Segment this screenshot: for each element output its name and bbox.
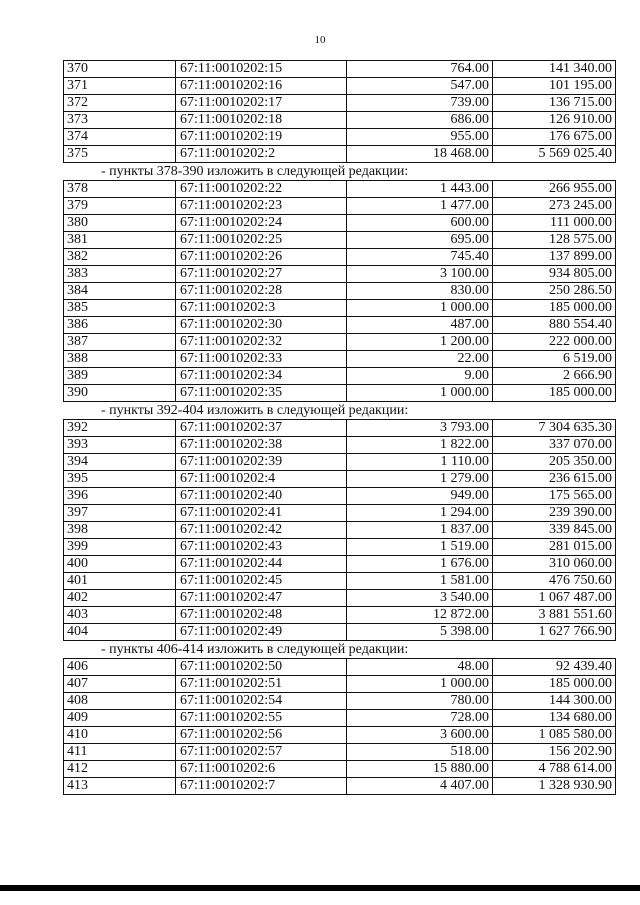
value-cell: 175 565.00 [493, 488, 616, 505]
cadastral-number-cell: 67:11:0010202:54 [176, 693, 347, 710]
area-cell: 1 000.00 [347, 300, 493, 317]
cadastral-number-cell: 67:11:0010202:32 [176, 334, 347, 351]
item-number-cell: 386 [64, 317, 176, 334]
area-cell: 18 468.00 [347, 146, 493, 163]
item-number-cell: 384 [64, 283, 176, 300]
item-number-cell: 388 [64, 351, 176, 368]
table-row [64, 112, 616, 129]
table-row [64, 744, 616, 761]
value-cell: 281 015.00 [493, 539, 616, 556]
table-row [64, 232, 616, 249]
area-cell: 518.00 [347, 744, 493, 761]
table-row [64, 368, 616, 385]
item-number-cell: 412 [64, 761, 176, 778]
table-row [64, 471, 616, 488]
plot-table [63, 419, 616, 641]
plot-table [63, 658, 616, 795]
table-row [64, 624, 616, 641]
amendment-note: - пункты 406-414 изложить в следующей редакции: [101, 642, 409, 657]
area-cell: 600.00 [347, 215, 493, 232]
cadastral-number-cell: 67:11:0010202:27 [176, 266, 347, 283]
cadastral-number-cell: 67:11:0010202:17 [176, 95, 347, 112]
cadastral-number-cell: 67:11:0010202:22 [176, 181, 347, 198]
item-number-cell: 382 [64, 249, 176, 266]
value-cell: 6 519.00 [493, 351, 616, 368]
table-row [64, 266, 616, 283]
amendment-note: - пункты 378-390 изложить в следующей редакции: [101, 164, 409, 179]
table-row [64, 522, 616, 539]
value-cell: 5 569 025.40 [493, 146, 616, 163]
cadastral-number-cell: 67:11:0010202:30 [176, 317, 347, 334]
table-row [64, 556, 616, 573]
table-row [64, 761, 616, 778]
cadastral-number-cell: 67:11:0010202:42 [176, 522, 347, 539]
table-row [64, 693, 616, 710]
value-cell: 185 000.00 [493, 676, 616, 693]
table-row [64, 181, 616, 198]
cadastral-number-cell: 67:11:0010202:47 [176, 590, 347, 607]
area-cell: 686.00 [347, 112, 493, 129]
cadastral-number-cell: 67:11:0010202:18 [176, 112, 347, 129]
value-cell: 205 350.00 [493, 454, 616, 471]
item-number-cell: 378 [64, 181, 176, 198]
item-number-cell: 398 [64, 522, 176, 539]
cadastral-number-cell: 67:11:0010202:57 [176, 744, 347, 761]
item-number-cell: 396 [64, 488, 176, 505]
area-cell: 15 880.00 [347, 761, 493, 778]
cadastral-number-cell: 67:11:0010202:28 [176, 283, 347, 300]
item-number-cell: 390 [64, 385, 176, 402]
area-cell: 9.00 [347, 368, 493, 385]
table-row [64, 61, 616, 78]
table-row [64, 659, 616, 676]
cadastral-number-cell: 67:11:0010202:24 [176, 215, 347, 232]
value-cell: 92 439.40 [493, 659, 616, 676]
cadastral-table-document [63, 60, 616, 795]
table-row [64, 317, 616, 334]
value-cell: 476 750.60 [493, 573, 616, 590]
table-row [64, 146, 616, 163]
item-number-cell: 400 [64, 556, 176, 573]
table-row [64, 334, 616, 351]
value-cell: 339 845.00 [493, 522, 616, 539]
area-cell: 1 477.00 [347, 198, 493, 215]
table-row [64, 198, 616, 215]
area-cell: 1 294.00 [347, 505, 493, 522]
item-number-cell: 408 [64, 693, 176, 710]
table-row [64, 351, 616, 368]
item-number-cell: 393 [64, 437, 176, 454]
area-cell: 3 793.00 [347, 420, 493, 437]
table-row [64, 454, 616, 471]
item-number-cell: 397 [64, 505, 176, 522]
table-row [64, 573, 616, 590]
area-cell: 1 110.00 [347, 454, 493, 471]
cadastral-number-cell: 67:11:0010202:51 [176, 676, 347, 693]
item-number-cell: 411 [64, 744, 176, 761]
table-row [64, 215, 616, 232]
item-number-cell: 373 [64, 112, 176, 129]
area-cell: 1 000.00 [347, 385, 493, 402]
item-number-cell: 389 [64, 368, 176, 385]
value-cell: 880 554.40 [493, 317, 616, 334]
value-cell: 310 060.00 [493, 556, 616, 573]
value-cell: 273 245.00 [493, 198, 616, 215]
value-cell: 239 390.00 [493, 505, 616, 522]
table-row [64, 249, 616, 266]
value-cell: 250 286.50 [493, 283, 616, 300]
value-cell: 266 955.00 [493, 181, 616, 198]
cadastral-number-cell: 67:11:0010202:49 [176, 624, 347, 641]
area-cell: 764.00 [347, 61, 493, 78]
amendment-note: - пункты 392-404 изложить в следующей редакции: [101, 403, 409, 418]
table-row [64, 710, 616, 727]
item-number-cell: 372 [64, 95, 176, 112]
area-cell: 695.00 [347, 232, 493, 249]
item-number-cell: 394 [64, 454, 176, 471]
area-cell: 1 676.00 [347, 556, 493, 573]
cadastral-number-cell: 67:11:0010202:26 [176, 249, 347, 266]
value-cell: 176 675.00 [493, 129, 616, 146]
table-row [64, 539, 616, 556]
table-row [64, 95, 616, 112]
value-cell: 101 195.00 [493, 78, 616, 95]
value-cell: 236 615.00 [493, 471, 616, 488]
plot-table [63, 60, 616, 163]
item-number-cell: 401 [64, 573, 176, 590]
table-row [64, 420, 616, 437]
cadastral-number-cell: 67:11:0010202:34 [176, 368, 347, 385]
item-number-cell: 374 [64, 129, 176, 146]
item-number-cell: 375 [64, 146, 176, 163]
area-cell: 48.00 [347, 659, 493, 676]
value-cell: 156 202.90 [493, 744, 616, 761]
area-cell: 487.00 [347, 317, 493, 334]
cadastral-number-cell: 67:11:0010202:39 [176, 454, 347, 471]
item-number-cell: 413 [64, 778, 176, 795]
cadastral-number-cell: 67:11:0010202:23 [176, 198, 347, 215]
item-number-cell: 379 [64, 198, 176, 215]
cadastral-number-cell: 67:11:0010202:41 [176, 505, 347, 522]
item-number-cell: 371 [64, 78, 176, 95]
area-cell: 1 837.00 [347, 522, 493, 539]
area-cell: 547.00 [347, 78, 493, 95]
item-number-cell: 381 [64, 232, 176, 249]
area-cell: 5 398.00 [347, 624, 493, 641]
value-cell: 111 000.00 [493, 215, 616, 232]
item-number-cell: 387 [64, 334, 176, 351]
value-cell: 3 881 551.60 [493, 607, 616, 624]
cadastral-number-cell: 67:11:0010202:56 [176, 727, 347, 744]
value-cell: 134 680.00 [493, 710, 616, 727]
item-number-cell: 383 [64, 266, 176, 283]
cadastral-number-cell: 67:11:0010202:16 [176, 78, 347, 95]
cadastral-number-cell: 67:11:0010202:40 [176, 488, 347, 505]
cadastral-number-cell: 67:11:0010202:55 [176, 710, 347, 727]
item-number-cell: 403 [64, 607, 176, 624]
value-cell: 934 805.00 [493, 266, 616, 283]
value-cell: 1 085 580.00 [493, 727, 616, 744]
table-row [64, 778, 616, 795]
table-row [64, 78, 616, 95]
item-number-cell: 395 [64, 471, 176, 488]
cadastral-number-cell: 67:11:0010202:6 [176, 761, 347, 778]
cadastral-number-cell: 67:11:0010202:15 [176, 61, 347, 78]
cadastral-number-cell: 67:11:0010202:7 [176, 778, 347, 795]
cadastral-number-cell: 67:11:0010202:33 [176, 351, 347, 368]
value-cell: 1 627 766.90 [493, 624, 616, 641]
value-cell: 1 067 487.00 [493, 590, 616, 607]
table-row [64, 385, 616, 402]
cadastral-number-cell: 67:11:0010202:3 [176, 300, 347, 317]
item-number-cell: 385 [64, 300, 176, 317]
area-cell: 739.00 [347, 95, 493, 112]
value-cell: 141 340.00 [493, 61, 616, 78]
item-number-cell: 409 [64, 710, 176, 727]
area-cell: 12 872.00 [347, 607, 493, 624]
value-cell: 185 000.00 [493, 385, 616, 402]
item-number-cell: 399 [64, 539, 176, 556]
value-cell: 7 304 635.30 [493, 420, 616, 437]
plot-table [63, 180, 616, 402]
item-number-cell: 410 [64, 727, 176, 744]
cadastral-number-cell: 67:11:0010202:44 [176, 556, 347, 573]
table-row [64, 300, 616, 317]
item-number-cell: 392 [64, 420, 176, 437]
cadastral-number-cell: 67:11:0010202:48 [176, 607, 347, 624]
area-cell: 1 000.00 [347, 676, 493, 693]
value-cell: 337 070.00 [493, 437, 616, 454]
cadastral-number-cell: 67:11:0010202:37 [176, 420, 347, 437]
table-row [64, 590, 616, 607]
cadastral-number-cell: 67:11:0010202:38 [176, 437, 347, 454]
value-cell: 185 000.00 [493, 300, 616, 317]
area-cell: 3 600.00 [347, 727, 493, 744]
area-cell: 1 519.00 [347, 539, 493, 556]
area-cell: 1 443.00 [347, 181, 493, 198]
value-cell: 128 575.00 [493, 232, 616, 249]
value-cell: 137 899.00 [493, 249, 616, 266]
table-row [64, 129, 616, 146]
value-cell: 4 788 614.00 [493, 761, 616, 778]
item-number-cell: 407 [64, 676, 176, 693]
cadastral-number-cell: 67:11:0010202:35 [176, 385, 347, 402]
value-cell: 136 715.00 [493, 95, 616, 112]
value-cell: 1 328 930.90 [493, 778, 616, 795]
area-cell: 4 407.00 [347, 778, 493, 795]
cadastral-number-cell: 67:11:0010202:43 [176, 539, 347, 556]
area-cell: 1 822.00 [347, 437, 493, 454]
item-number-cell: 402 [64, 590, 176, 607]
item-number-cell: 406 [64, 659, 176, 676]
value-cell: 126 910.00 [493, 112, 616, 129]
cadastral-number-cell: 67:11:0010202:50 [176, 659, 347, 676]
table-row [64, 727, 616, 744]
area-cell: 745.40 [347, 249, 493, 266]
area-cell: 22.00 [347, 351, 493, 368]
area-cell: 1 581.00 [347, 573, 493, 590]
area-cell: 3 540.00 [347, 590, 493, 607]
area-cell: 780.00 [347, 693, 493, 710]
item-number-cell: 380 [64, 215, 176, 232]
area-cell: 1 200.00 [347, 334, 493, 351]
bottom-rule [0, 885, 640, 891]
cadastral-number-cell: 67:11:0010202:2 [176, 146, 347, 163]
cadastral-number-cell: 67:11:0010202:19 [176, 129, 347, 146]
item-number-cell: 370 [64, 61, 176, 78]
table-row [64, 505, 616, 522]
area-cell: 830.00 [347, 283, 493, 300]
page-number: 10 [314, 34, 326, 46]
table-row [64, 607, 616, 624]
value-cell: 144 300.00 [493, 693, 616, 710]
table-row [64, 437, 616, 454]
cadastral-number-cell: 67:11:0010202:25 [176, 232, 347, 249]
cadastral-number-cell: 67:11:0010202:45 [176, 573, 347, 590]
area-cell: 1 279.00 [347, 471, 493, 488]
table-row [64, 488, 616, 505]
value-cell: 2 666.90 [493, 368, 616, 385]
table-row [64, 283, 616, 300]
area-cell: 955.00 [347, 129, 493, 146]
area-cell: 3 100.00 [347, 266, 493, 283]
item-number-cell: 404 [64, 624, 176, 641]
value-cell: 222 000.00 [493, 334, 616, 351]
area-cell: 949.00 [347, 488, 493, 505]
area-cell: 728.00 [347, 710, 493, 727]
table-row [64, 676, 616, 693]
cadastral-number-cell: 67:11:0010202:4 [176, 471, 347, 488]
